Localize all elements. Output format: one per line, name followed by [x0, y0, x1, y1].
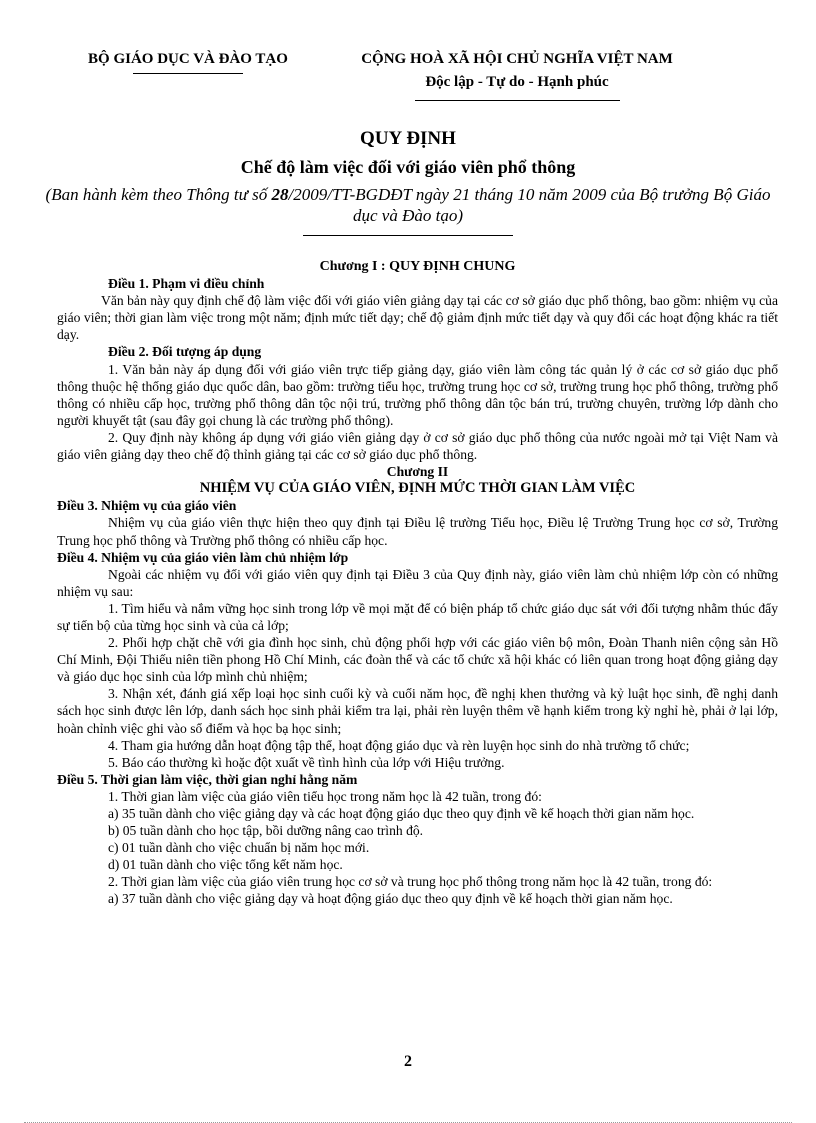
issuance-note — [40, 184, 776, 226]
document-subtitle: Chế độ làm việc đối với giáo viên phổ thông — [240, 157, 576, 177]
article-2-heading: Điều 2. Đối tượng áp dụng — [108, 344, 262, 360]
chapter-2-title: NHIỆM VỤ CỦA GIÁO VIÊN, ĐỊNH MỨC THỜI GIAN LÀM VIỆC — [199, 480, 636, 497]
ministry-name: BỘ GIÁO DỤC VÀ ĐÀO TẠO — [88, 51, 288, 67]
chapter-1-title: Chương I : QUY ĐỊNH CHUNG — [319, 259, 516, 274]
article-5-item: c) 01 tuần dành cho việc chuẩn bị năm học mới. — [108, 840, 370, 856]
article-4-item: 3. Nhận xét, đánh giá xếp loại học sinh cuối kỳ và cuối năm học, đề nghị khen thưởng và kỷ luật học sinh, đề nghị danh sách học sinh được lên lớp, danh sách học sinh phải kiểm tra lại, phải rèn luyện thêm về hạnh kiểm trong kỳ nghỉ hè, phải ở lại lớp, hoàn chỉnh việc ghi vào sổ điểm và học bạ học sinh; — [57, 686, 778, 736]
article-5-item: 2. Thời gian làm việc của giáo viên trung học cơ sở và trung học phổ thông trong năm học là 42 tuần, trong đó: — [108, 874, 713, 890]
article-4-item: 2. Phối hợp chặt chẽ với gia đình học sinh, chủ động phối hợp với các giáo viên bộ môn, Đoàn Thanh niên cộng sản Hồ Chí Minh, Đội Thiếu niên tiền phong Hồ Chí Minh, các đoàn thể và các tổ chức xã hội khác có liên quan trong hoạt động giảng dạy và giáo dục học sinh của lớp mình chủ nhiệm; — [57, 635, 778, 685]
article-2-paragraph-1: 1. Văn bản này áp dụng đối với giáo viên trực tiếp giảng dạy, giáo viên làm công tác quản lý ở các cơ sở giáo dục phổ thông thuộc hệ thống giáo dục quốc dân, bao gồm: trường tiểu học, trường trung học cơ sở, trường trung học phổ thông, trường phổ thông có nhiều cấp học, trường phổ thông dân tộc nội trú, trường phổ thông dân tộc bán trú, trường chuyên, trường lớp dành cho người khuyết tật (sau đây gọi chung là các trường phổ thông). — [57, 361, 778, 428]
national-motto: Độc lập - Tự do - Hạnh phúc — [425, 74, 609, 90]
article-1-heading: Điều 1. Phạm vi điều chỉnh — [108, 276, 265, 292]
article-5-item: a) 35 tuần dành cho việc giảng dạy và các hoạt động giáo dục theo quy định về kế hoạch thời gian năm học. — [108, 806, 695, 821]
article-5-heading: Điều 5. Thời gian làm việc, thời gian nghỉ hằng năm — [57, 771, 358, 787]
article-5-item: a) 37 tuần dành cho việc giảng dạy và hoạt động giáo dục theo quy định về kế hoạch thời gian năm học. — [108, 891, 673, 907]
article-3-heading: Điều 3. Nhiệm vụ của giáo viên — [57, 498, 237, 514]
article-4-item: 5. Báo cáo thường kì hoặc đột xuất về tình hình của lớp với Hiệu trưởng. — [108, 754, 505, 770]
article-5-item: b) 05 tuần dành cho học tập, bồi dưỡng nâng cao trình độ. — [108, 823, 424, 839]
article-3-text: Nhiệm vụ của giáo viên thực hiện theo quy định tại Điều lệ trường Tiểu học, Điều lệ Trường Trung học cơ sở, Trường Trung học phổ thông và Trường phổ thông có nhiều cấp học. — [57, 515, 778, 548]
article-1-text: Văn bản này quy định chế độ làm việc đối với giáo viên giảng dạy tại các cơ sở giáo dục phổ thông, bao gồm: nhiệm vụ của giáo viên; thời gian làm việc trong một năm; định mức tiết dạy; chế độ giảm định mức tiết dạy và quy đổi các hoạt động khác ra tiết dạy. — [57, 293, 778, 343]
issuance-prefix: (Ban hành kèm theo Thông tư số — [45, 185, 272, 204]
article-4-item: 4. Tham gia hướng dẫn hoạt động tập thể, hoạt động giáo dục và rèn luyện học sinh do nhà trường tổ chức; — [108, 737, 690, 753]
document-title: QUY ĐỊNH — [360, 128, 456, 149]
chapter-2-label: Chương II — [386, 464, 449, 480]
document-title-block — [40, 128, 776, 236]
circular-number: 28 — [271, 185, 289, 204]
article-5-item: d) 01 tuần dành cho việc tổng kết năm học. — [108, 857, 343, 873]
national-header — [322, 50, 712, 101]
article-2-paragraph-2: 2. Quy định này không áp dụng với giáo viên giảng dạy ở cơ sở giáo dục phổ thông của nước ngoài mở tại Việt Nam và giáo viên giảng dạy theo chế độ thỉnh giảng tại các cơ sở giáo dục phổ thông. — [57, 429, 778, 463]
ministry-header — [66, 50, 310, 74]
motto-underline — [415, 100, 620, 101]
article-5-item: 1. Thời gian làm việc của giáo viên tiểu học trong năm học là 42 tuần, trong đó: — [108, 788, 542, 804]
title-divider — [303, 235, 513, 236]
issuance-suffix: /2009/TT-BGDĐT ngày 21 tháng 10 năm 2009 của Bộ trưởng Bộ Giáo dục và Đào tạo) — [288, 185, 771, 225]
article-4-intro: Ngoài các nhiệm vụ đối với giáo viên quy định tại Điều 3 của Quy định này, giáo viên làm chủ nhiệm lớp còn có những nhiệm vụ sau: — [57, 566, 778, 599]
ministry-underline — [133, 73, 243, 74]
article-4-heading: Điều 4. Nhiệm vụ của giáo viên làm chủ nhiệm lớp — [57, 549, 349, 565]
article-4-item: 1. Tìm hiểu và nắm vững học sinh trong lớp về mọi mặt để có biện pháp tổ chức giáo dục sát với đối tượng nhằm thúc đẩy sự tiến bộ của từng học sinh và của cả lớp; — [57, 600, 778, 633]
document-body — [57, 258, 778, 908]
page-number: 2 — [404, 1053, 412, 1070]
country-name: CỘNG HOÀ XÃ HỘI CHỦ NGHĨA VIỆT NAM — [361, 51, 673, 67]
